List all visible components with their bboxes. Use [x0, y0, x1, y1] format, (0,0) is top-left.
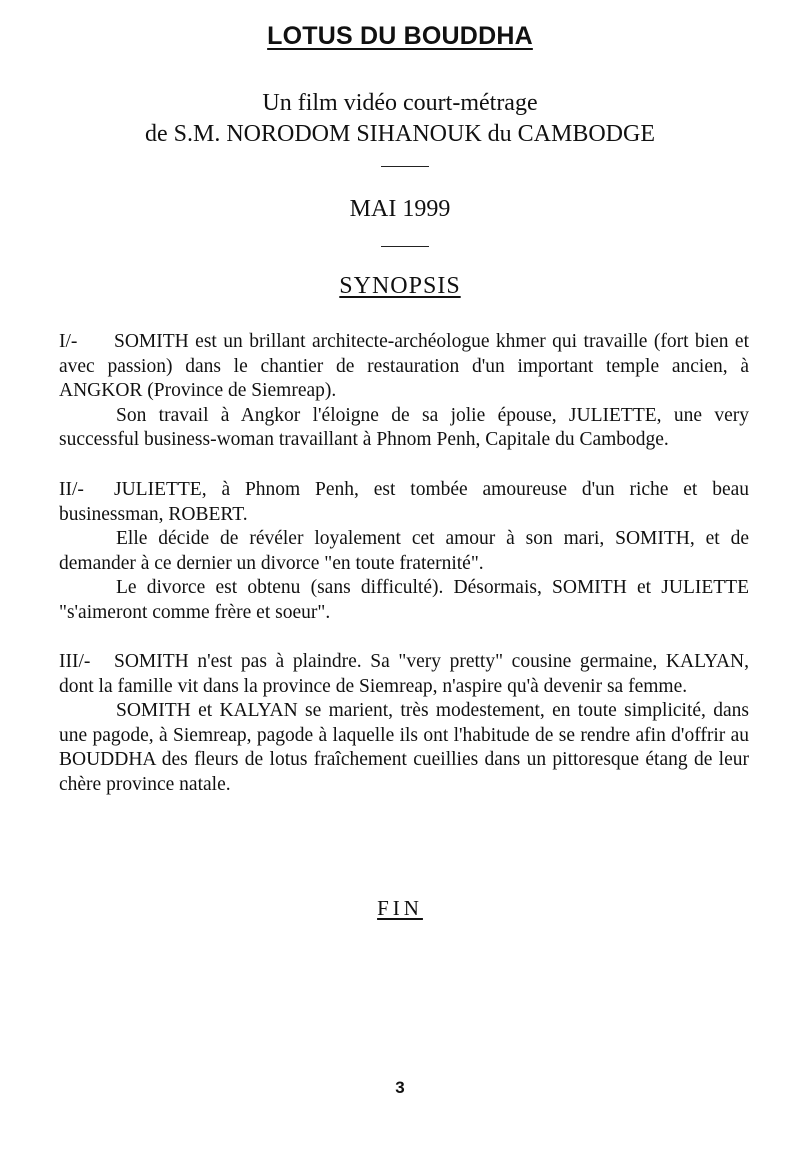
section-1: [59, 330, 749, 453]
subtitle-line-2: de S.M. NORODOM SIHANOUK du CAMBODGE: [144, 121, 656, 147]
section-paragraph: [59, 478, 749, 527]
document-title: LOTUS DU BOUDDHA: [267, 22, 533, 50]
section-paragraph: Son travail à Angkor l'éloigne de sa jolie épouse, JULIETTE, une very successful business-woman travaillant à Phnom Penh, Capitale du Cambodge.: [59, 404, 749, 450]
section-3: [59, 650, 749, 797]
paragraph-text: SOMITH n'est pas à plaindre. Sa "very pretty" cousine germaine, KALYAN, dont la famille vit dans la province de Siemreap, n'aspire qu'à devenir sa femme.: [59, 651, 749, 697]
subtitle-line-1: Un film vidéo court-métrage: [262, 90, 538, 116]
end-marker: FIN: [377, 896, 423, 920]
page-number: 3: [395, 1078, 405, 1097]
section-paragraph: [59, 330, 749, 404]
section-paragraph: Elle décide de révéler loyalement cet amour à son mari, SOMITH, et de demander à ce dernier un divorce "en toute fraternité".: [59, 528, 749, 574]
document-date: MAI 1999: [349, 196, 451, 222]
section-paragraph: Le divorce est obtenu (sans difficulté). Désormais, SOMITH et JULIETTE "s'aimeront comme frère et soeur".: [59, 577, 749, 623]
divider-rule: [381, 246, 429, 247]
section-paragraph: SOMITH et KALYAN se marient, très modestement, en toute simplicité, dans une pagode, à Siemreap, pagode à laquelle ils ont l'habitude de se rendre afin d'offrir au BOUDDHA des fleurs de lotus fraîchement cueillies dans un pittoresque étang de leur chère province natale.: [59, 700, 749, 795]
section-paragraph: [59, 650, 749, 699]
paragraph-text: SOMITH est un brillant architecte-archéologue khmer qui travaille (fort bien et avec passion) dans le chantier de restauration d'un important temple ancien, à ANGKOR (Province de Siemreap).: [59, 331, 749, 401]
paragraph-text: JULIETTE, à Phnom Penh, est tombée amoureuse d'un riche et beau businessman, ROBERT.: [59, 479, 749, 525]
section-number: III/-: [59, 651, 91, 672]
section-number: II/-: [59, 479, 84, 500]
divider-rule: [381, 166, 429, 167]
section-2: [59, 478, 749, 625]
synopsis-heading: SYNOPSIS: [339, 273, 461, 299]
section-number: I/-: [59, 331, 78, 352]
